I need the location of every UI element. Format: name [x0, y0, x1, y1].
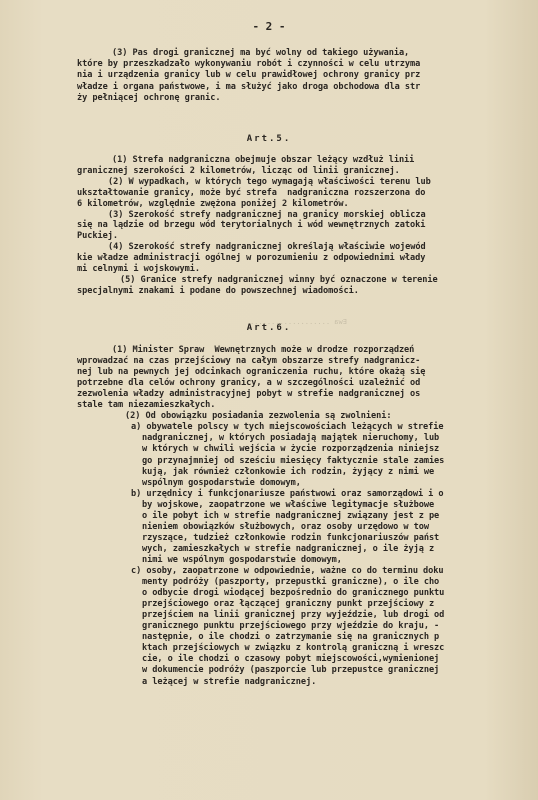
art5-heading: Art.5.	[246, 134, 292, 144]
art6-line: nej lub na pewnych jej odcinkach ograniczenia ruchu, które okażą się	[77, 367, 426, 377]
intro-line: ży pełniącej ochronę granic.	[77, 93, 221, 103]
art5-line: kie władze administracji ogólnej w porozumieniu z odpowiednimi włady	[77, 253, 426, 263]
art5-line: ukształtowanie granicy, może być strefa nadgraniczna rozszerzona do	[77, 188, 426, 198]
intro-line: władze i organa państwowe, i ma służyć jako droga obchodowa dla str	[77, 82, 421, 92]
art5-line: (1) Strefa nadgraniczna obejmuje obszar leżący wzdłuż linii	[112, 155, 415, 165]
art5-line: (5) Granice strefy nadgranicznej winny być oznaczone w terenie	[120, 275, 438, 285]
art6-line: nimi we wspólnym gospodarstwie domowym,	[142, 555, 342, 565]
art6-line: (1) Minister Spraw Wewnętrznych może w drodze rozporządzeń	[112, 345, 415, 355]
art6-line: następnie, o ile chodzi o zatrzymanie się na granicznych p	[142, 632, 440, 642]
art6-line: cie, o ile chodzi o czasowy pobyt miejscowości,wymienionej	[142, 654, 440, 664]
art6-line: go przynajmniej od sześciu miesięcy faktycznie stale zamies	[142, 456, 445, 466]
show-through-text: Ewa ...................	[250, 318, 347, 326]
art6-line: (2) Od obowiązku posiadania zezwolenia są zwolnieni:	[125, 411, 392, 421]
intro-line: (3) Pas drogi granicznej ma być wolny od takiego używania,	[112, 48, 410, 58]
art6-line: w dokumencie podróży (paszporcie lub przepustce granicznej	[142, 665, 440, 675]
art6-line: c) osoby, zaopatrzone w odpowiednie, ważne co do terminu doku	[131, 566, 444, 576]
art5-line: (4) Szerokość strefy nadgranicznej określają właściwie wojewód	[108, 242, 426, 252]
intro-line: które by przeszkadzało wykonywaniu robót i czynności w celu utrzyma	[77, 59, 421, 69]
art5-line: mi celnymi i wojskowymi.	[77, 264, 200, 274]
art6-line: nieniem obowiązków służbowych, oraz osoby urzędowo w tow	[142, 522, 429, 532]
art6-line: o ile pobyt ich w strefie nadgranicznej związany jest z pe	[142, 511, 440, 521]
art6-line: zezwolenia władzy administracyjnej pobyt w strefie nadgranicznej os	[77, 389, 421, 399]
art6-line: przejściem na linii granicznej przy wyjeździe, lub drogi od	[142, 610, 445, 620]
art6-line: nadgranicznej, w których posiadają majątek nieruchomy, lub	[142, 433, 440, 443]
art6-line: a) obywatele polscy w tych miejscowościach leżących w strefie	[131, 422, 444, 432]
art5-line: się na lądzie od brzegu wód terytorialnych i wód wewnętrznych zatoki	[77, 220, 426, 230]
art6-line: w których w chwili wejścia w życie rozporządzenia niniejsz	[142, 444, 440, 454]
art6-line: by wojskowe, zaopatrzone we właściwe legitymacje służbowe	[142, 500, 435, 510]
art6-line: menty podróży (paszporty, przepustki graniczne), o ile cho	[142, 577, 440, 587]
art6-line: stale tam niezamieszkałych.	[77, 400, 216, 410]
art5-line: (3) Szerokość strefy nadgranicznej na granicy morskiej oblicza	[108, 210, 426, 220]
art6-line: b) urzędnicy i funkcjonariusze państwowi oraz samorządowi i o	[131, 489, 444, 499]
art6-line: o odbycie drogi wiodącej bezpośrednio do granicznego punktu	[142, 588, 445, 598]
art5-line: (2) W wypadkach, w których tego wymagają właściwości terenu lub	[108, 177, 431, 187]
page-number: - 2 -	[252, 20, 286, 33]
art6-line: wprowadzać na czas przejściowy na całym obszarze strefy nadgranicz-	[77, 356, 421, 366]
art6-line: a leżącej w strefie nadgranicznej.	[142, 677, 317, 687]
art6-heading: Art.6.	[246, 323, 292, 333]
art5-line: Puckiej.	[77, 231, 118, 241]
art6-line: wych, zamieszkałych w strefie nadgranicznej, o ile żyją z	[142, 544, 435, 554]
art6-line: kują, jak również członkowie ich rodzin, żyjący z nimi we	[142, 467, 435, 477]
art6-line: rzyszące, tudzież członkowie rodzin funkcjonariuszów państ	[142, 533, 440, 543]
art6-line: wspólnym gospodarstwie domowym,	[142, 478, 301, 488]
art5-line: 6 kilometrów, względnie zwężona poniżej 2 kilometrów.	[77, 199, 349, 209]
art5-line: specjalnymi znakami i podane do powszechnej wiadomości.	[77, 286, 359, 296]
art6-line: przejściowego oraz łączącej graniczny punkt przejściowy z	[142, 599, 435, 609]
intro-line: nia i urządzenia granicy lub w celu prawidłowej ochrony granicy prz	[77, 70, 421, 80]
art5-line: granicznej szerokości 2 kilometrów, licząc od linii granicznej.	[77, 166, 400, 176]
art6-line: granicznego punktu przejściowego przy wjeździe do kraju, -	[142, 621, 440, 631]
art6-line: potrzebne dla celów ochrony granicy, a w szczególności uzależnić od	[77, 378, 421, 388]
art6-line: ktach przejściowych w związku z kontrolą graniczną i wreszc	[142, 643, 445, 653]
